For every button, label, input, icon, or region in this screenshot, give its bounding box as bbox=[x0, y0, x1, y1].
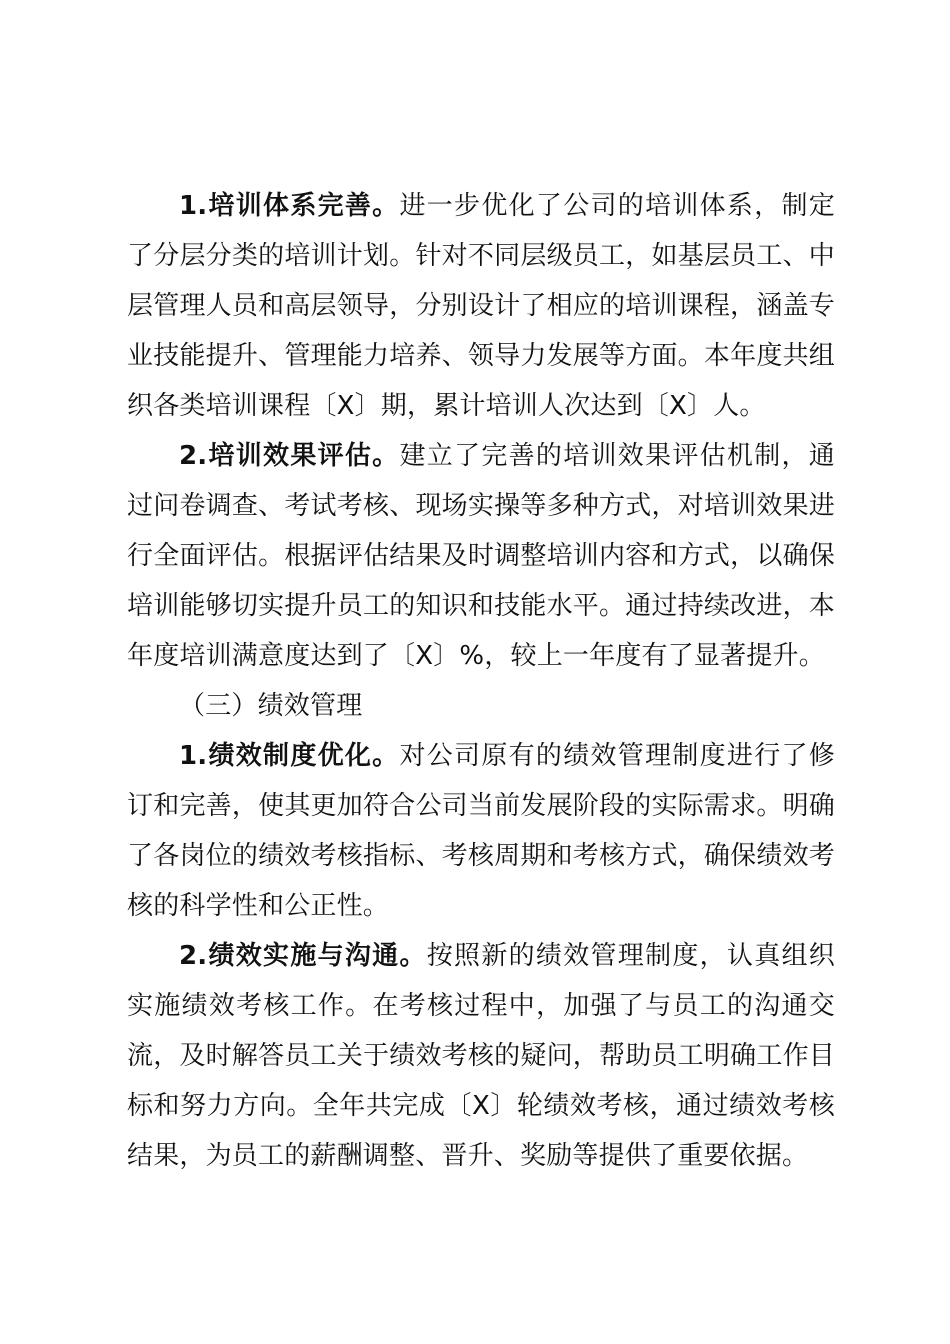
paragraph-performance-implementation bbox=[127, 931, 835, 1181]
paragraph-performance-system bbox=[127, 731, 835, 931]
paragraph-text: 建立了完善的培训效果评估机制，通过问卷调查、考试考核、现场实操等多种方式，对培训效果进行全面评估。根据评估结果及时调整培训内容和方式，以确保培训能够切实提升员工的知识和技能水平。通过持续改进，本年度培训满意度达到了〔X〕%，较上一年度有了显著提升。 bbox=[127, 441, 835, 671]
paragraph-text: 进一步优化了公司的培训体系，制定了分层分类的培训计划。针对不同层级员工，如基层员工、中层管理人员和高层领导，分别设计了相应的培训课程，涵盖专业技能提升、管理能力培养、领导力发展等方面。本年度共组织各类培训课程〔X〕期，累计培训人次达到〔X〕人。 bbox=[127, 191, 835, 421]
paragraph-lead: 2.绩效实施与沟通。 bbox=[179, 941, 427, 971]
paragraph-training-system bbox=[127, 181, 835, 431]
paragraph-lead: 2.培训效果评估。 bbox=[179, 441, 400, 471]
paragraph-lead: 1.培训体系完善。 bbox=[179, 191, 400, 221]
paragraph-text: 按照新的绩效管理制度，认真组织实施绩效考核工作。在考核过程中，加强了与员工的沟通交流，及时解答员工关于绩效考核的疑问，帮助员工明确工作目标和努力方向。全年共完成〔X〕轮绩效考核，通过绩效考核结果，为员工的薪酬调整、晋升、奖励等提供了重要依据。 bbox=[127, 941, 835, 1171]
section-heading: （三）绩效管理 bbox=[179, 691, 363, 721]
paragraph-lead: 1.绩效制度优化。 bbox=[179, 741, 400, 771]
document-body bbox=[127, 181, 835, 1181]
paragraph-text: 对公司原有的绩效管理制度进行了修订和完善，使其更加符合公司当前发展阶段的实际需求。明确了各岗位的绩效考核指标、考核周期和考核方式，确保绩效考核的科学性和公正性。 bbox=[127, 741, 835, 921]
paragraph-training-evaluation bbox=[127, 431, 835, 681]
